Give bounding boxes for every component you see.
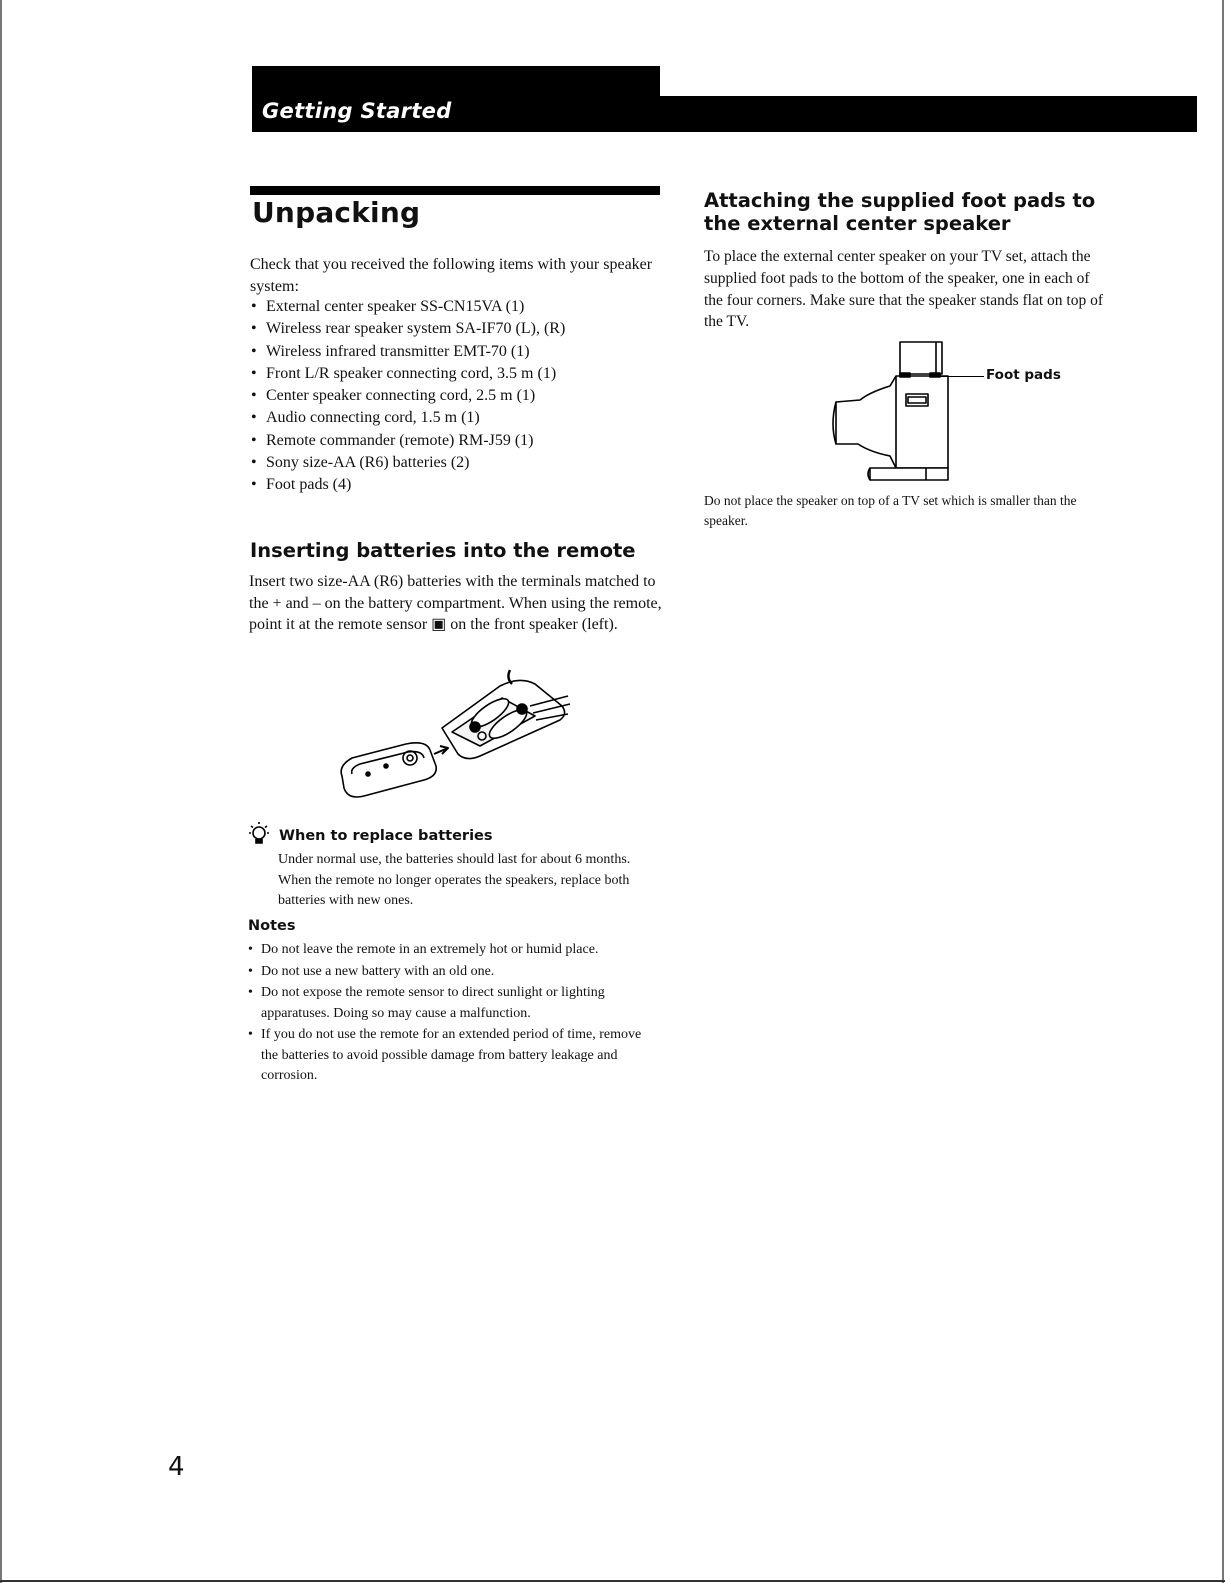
list-item: • Sony size-AA (R6) batteries (2) — [250, 452, 670, 474]
list-item: • Remote commander (remote) RM-J59 (1) — [250, 430, 670, 452]
footpads-caution-note: Do not place the speaker on top of a TV set which is smaller than the speaker. — [704, 493, 1077, 528]
tip-text: Under normal use, the batteries should last for about 6 months. When the remote no longer operates the speakers, replace both batteries with new ones. — [278, 852, 631, 908]
list-item: • Audio connecting cord, 1.5 m (1) — [250, 407, 670, 429]
page-border-bottom — [0, 1580, 1225, 1582]
section-rule — [250, 186, 660, 195]
list-item: • External center speaker SS-CN15VA (1) — [250, 296, 670, 318]
footpads-heading: Attaching the supplied foot pads to the external center speaker — [704, 189, 1096, 235]
page-border-left — [0, 0, 2, 1583]
lightbulb-tip-icon — [248, 820, 270, 848]
remote-battery-illustration — [330, 658, 580, 808]
footpads-callout-label: Foot pads — [986, 367, 1061, 383]
batteries-heading: Inserting batteries into the remote — [250, 539, 636, 562]
notes-title: Notes — [248, 918, 296, 934]
note-item: • Do not use a new battery with an old one. — [248, 962, 658, 983]
foot-pad — [900, 373, 910, 377]
battery-cover — [341, 743, 436, 797]
page-number: 4 — [168, 1452, 185, 1482]
tip-title: When to replace batteries — [279, 828, 493, 844]
note-item: • If you do not use the remote for an extended period of time, remove the batteries to avoid possible damage from battery leakage and corrosion. — [248, 1025, 658, 1087]
note-item: • Do not leave the remote in an extremely hot or humid place. — [248, 940, 658, 961]
foot-pad — [930, 373, 940, 377]
tv-body — [896, 376, 948, 468]
list-item: • Wireless infrared transmitter EMT-70 (1) — [250, 341, 670, 363]
note-item: • Do not expose the remote sensor to direct sunlight or lighting apparatuses. Doing so may cause a malfunction. — [248, 983, 658, 1024]
page-border-right — [1222, 0, 1224, 1583]
footpads-leader-line — [940, 376, 984, 377]
speaker-on-tv-illustration — [830, 340, 980, 486]
footpads-instructions: To place the external center speaker on your TV set, attach the supplied foot pads to the bottom of the speaker, one in each of the four corners. Make sure that the speaker stands flat on top of the TV. — [704, 248, 1103, 331]
list-item: • Center speaker connecting cord, 2.5 m (1) — [250, 385, 670, 407]
notes-list — [248, 940, 658, 1088]
list-item: • Front L/R speaker connecting cord, 3.5 m (1) — [250, 363, 670, 385]
batteries-instructions: Insert two size-AA (R6) batteries with the terminals matched to the + and – on the battery compartment. When using the remote, point it at the remote sensor ▣ on the front speaker (left). — [249, 573, 662, 633]
list-item: • Foot pads (4) — [250, 474, 670, 496]
list-item: • Wireless rear speaker system SA-IF70 (L), (R) — [250, 318, 670, 340]
section-header-label: Getting Started — [262, 99, 452, 123]
header-bar-tab — [252, 66, 660, 100]
page-title: Unpacking — [252, 196, 421, 229]
unpacking-intro: Check that you received the following items with your speaker system: — [250, 256, 653, 295]
package-items-list — [250, 296, 670, 497]
